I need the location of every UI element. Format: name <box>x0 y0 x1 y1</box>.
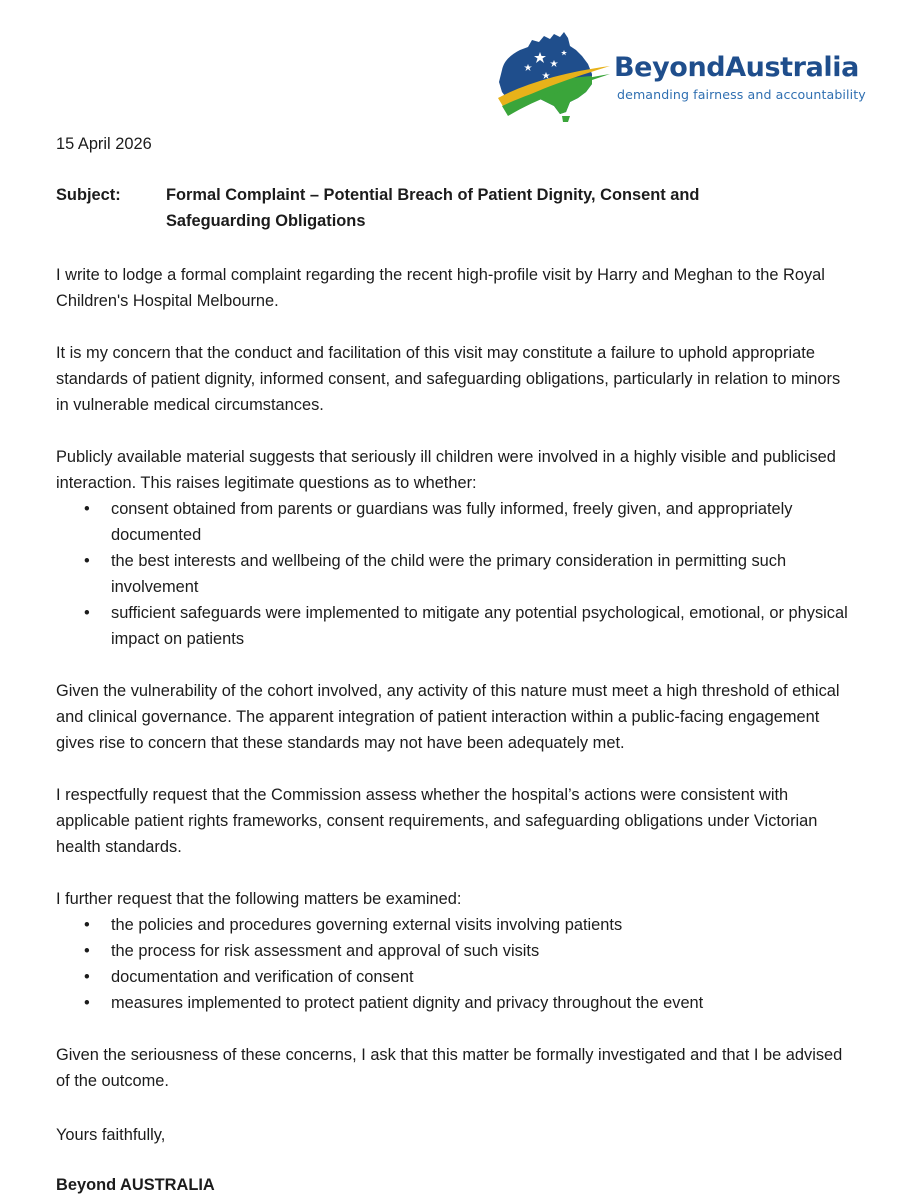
brand-tagline: demanding fairness and accountability <box>617 87 866 102</box>
letter-date: 15 April 2026 <box>56 135 152 153</box>
subject-text <box>166 182 806 234</box>
list-item-text: documentation and verification of consent <box>111 968 414 986</box>
paragraph-concern: It is my concern that the conduct and facilitation of this visit may constitute a failure to uphold appropriate standards of patient dignity, informed consent, and safeguarding obligations, particularly in relation to minors in vulnerable medical circumstances. <box>56 344 841 414</box>
brand-name: BeyondAustralia <box>614 52 859 83</box>
bullet-icon: • <box>84 916 90 934</box>
paragraph-governance: Given the vulnerability of the cohort involved, any activity of this nature must meet a high threshold of ethical and clinical governance. The apparent integration of patient interaction within a public-facing engagement gives rise to concern that these standards may not have been adequately met. <box>56 682 840 752</box>
bullet-icon: • <box>84 552 90 570</box>
bullet-icon: • <box>84 500 90 518</box>
signoff: Yours faithfully, <box>56 1126 166 1144</box>
list-item-text: consent obtained from parents or guardians was fully informed, freely given, and appropriately documented <box>111 500 793 544</box>
list-item <box>56 990 856 1016</box>
paragraph-closing: Given the seriousness of these concerns, I ask that this matter be formally investigated and that I be advised of the outcome. <box>56 1046 843 1090</box>
paragraph-request: I respectfully request that the Commission assess whether the hospital’s actions were consistent with applicable patient rights frameworks, consent requirements, and safeguarding obligations under Victorian health standards. <box>56 786 818 856</box>
list-item <box>56 548 856 600</box>
list-item <box>56 912 856 938</box>
list-item <box>56 600 856 652</box>
brand-logo <box>494 26 874 126</box>
paragraph-further-request: I further request that the following matters be examined: <box>56 890 462 908</box>
list-item <box>56 496 856 548</box>
bullet-icon: • <box>84 604 90 622</box>
list-item-text: measures implemented to protect patient dignity and privacy throughout the event <box>111 994 704 1012</box>
paragraph-questions: Publicly available material suggests that seriously ill children were involved in a highly visible and publicised interaction. This raises legitimate questions as to whether: <box>56 448 836 492</box>
subject-text-line: Formal Complaint – Potential Breach of Patient Dignity, Consent and <box>166 186 700 204</box>
questions-list <box>56 496 856 652</box>
list-item-text: the policies and procedures governing external visits involving patients <box>111 916 623 934</box>
bullet-icon: • <box>84 968 90 986</box>
bullet-icon: • <box>84 942 90 960</box>
list-item-text: the best interests and wellbeing of the child were the primary consideration in permitting such involvement <box>111 552 787 596</box>
list-item <box>56 964 856 990</box>
paragraph-intro: I write to lodge a formal complaint regarding the recent high-profile visit by Harry and Meghan to the Royal Children's Hospital Melbourne. <box>56 266 825 310</box>
bullet-icon: • <box>84 994 90 1012</box>
subject-label: Subject: <box>56 186 121 204</box>
list-item-text: sufficient safeguards were implemented to mitigate any potential psychological, emotional, or physical impact on patients <box>111 604 848 648</box>
australia-map-stars-icon <box>494 26 612 124</box>
list-item-text: the process for risk assessment and approval of such visits <box>111 942 540 960</box>
signature-name: Beyond AUSTRALIA <box>56 1176 215 1194</box>
list-item <box>56 938 856 964</box>
matters-list <box>56 912 856 1016</box>
subject-text-line: Safeguarding Obligations <box>166 212 366 230</box>
